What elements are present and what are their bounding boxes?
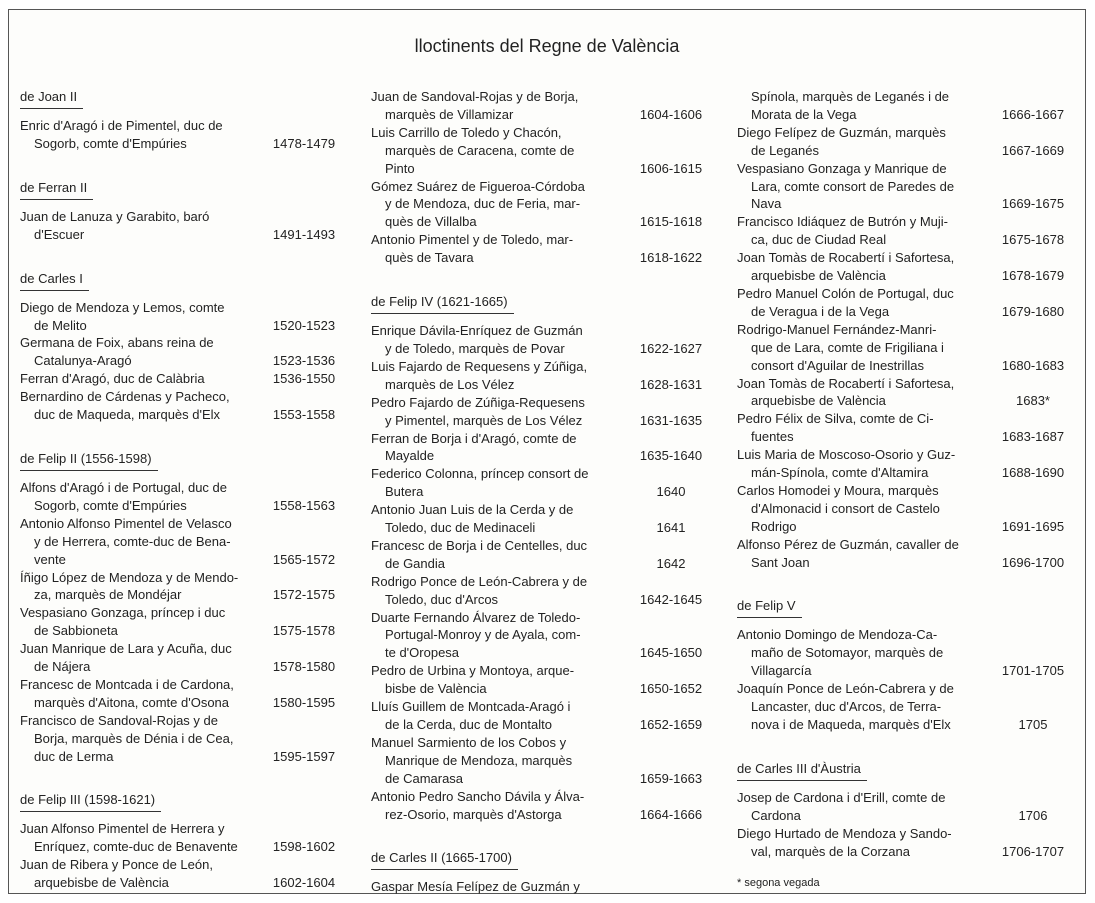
entry-name bbox=[737, 825, 991, 861]
entry-dates: 1578-1580 bbox=[272, 659, 336, 675]
entry-dates: 1675-1678 bbox=[1001, 232, 1065, 248]
entry-name-line: d'Almonacid i consort de Castelo bbox=[751, 500, 940, 516]
entry-dates: 1536-1550 bbox=[272, 371, 336, 387]
lieutenant-entry bbox=[371, 501, 713, 537]
entry-name-line: Alfonso Pérez de Guzmán, cavaller de bbox=[737, 536, 959, 552]
lieutenant-entry bbox=[371, 124, 713, 178]
entry-name bbox=[737, 410, 991, 446]
entry-name-line: Nava bbox=[751, 196, 782, 212]
entry-name-line: Íñigo López de Mendoza y de Mendo- bbox=[20, 569, 239, 585]
entry-name bbox=[737, 680, 991, 734]
entry-name-line: Joan Tomàs de Rocabertí i Safortesa, bbox=[737, 250, 955, 266]
entry-name bbox=[737, 88, 991, 124]
entry-dates: 1706 bbox=[1018, 807, 1048, 823]
lieutenant-entry bbox=[737, 536, 1075, 572]
entry-name-line: Sogorb, comte d'Empúries bbox=[34, 135, 187, 151]
entry-dates: 1604-1606 bbox=[639, 106, 703, 122]
entry-dates: 1683-1687 bbox=[1001, 429, 1065, 445]
entry-name-line: Francisco de Sandoval-Rojas y de bbox=[20, 712, 218, 728]
lieutenant-entry bbox=[371, 231, 713, 267]
entry-name-line: Luis Carrillo de Toledo y Chacón, bbox=[371, 124, 562, 140]
entry-name-line: consort d'Aguilar de Inestrillas bbox=[751, 357, 925, 373]
entry-name-line: Butera bbox=[385, 484, 424, 500]
lieutenant-entry bbox=[20, 208, 346, 244]
section bbox=[20, 88, 346, 153]
entry-name-line: duc de Lerma bbox=[34, 748, 114, 764]
entry-name-line: Pedro Fajardo de Zúñiga-Requesens bbox=[371, 394, 585, 410]
entry-dates: 1602-1604 bbox=[272, 875, 336, 891]
entry-dates: 1565-1572 bbox=[272, 551, 336, 567]
lieutenant-entry bbox=[737, 680, 1075, 734]
lieutenant-entry bbox=[371, 88, 713, 124]
entry-dates: 1523-1536 bbox=[272, 353, 336, 369]
entry-dates: 1666-1667 bbox=[1001, 106, 1065, 122]
lieutenant-entry bbox=[737, 789, 1075, 825]
entry-name bbox=[20, 370, 262, 388]
entry-name-line: de Sabbioneta bbox=[34, 623, 118, 639]
entry-name-line: d'Escuer bbox=[34, 226, 85, 242]
entry-name bbox=[20, 479, 262, 515]
entry-name-line: Portugal-Monroy y de Ayala, com- bbox=[385, 627, 581, 643]
lieutenant-entry bbox=[737, 375, 1075, 411]
lieutenant-entry bbox=[20, 604, 346, 640]
entry-name-line: Alfons d'Aragó i de Portugal, duc de bbox=[20, 479, 228, 495]
entry-dates: 1705 bbox=[1018, 717, 1048, 732]
entry-name bbox=[371, 734, 629, 788]
lieutenant-entry bbox=[371, 573, 713, 609]
entry-name-line: rez-Osorio, marquès d'Astorga bbox=[385, 806, 562, 822]
entry-name bbox=[371, 124, 629, 178]
entry-name-line: Rodrigo Ponce de León-Cabrera y de bbox=[371, 573, 588, 589]
entry-dates: 1701-1705 bbox=[1001, 663, 1065, 679]
entry-name-line: ca, duc de Ciudad Real bbox=[751, 232, 887, 248]
entry-name-line: za, marquès de Mondéjar bbox=[34, 587, 182, 603]
section bbox=[737, 88, 1075, 571]
entry-dates: 1553-1558 bbox=[272, 407, 336, 423]
entry-name-line: y de Mendoza, duc de Feria, mar- bbox=[385, 196, 581, 212]
entry-name bbox=[20, 569, 262, 605]
lieutenant-entry bbox=[371, 394, 713, 430]
entry-dates: 1642 bbox=[656, 555, 686, 571]
entry-name bbox=[20, 117, 262, 153]
entry-name-line: Sogorb, comte d'Empúries bbox=[34, 497, 187, 513]
entry-name-line: Antonio Alfonso Pimentel de Velasco bbox=[20, 515, 232, 531]
entry-name bbox=[371, 501, 629, 537]
entry-dates: 1575-1578 bbox=[272, 623, 336, 639]
entry-name-line: bisbe de València bbox=[385, 681, 487, 697]
entry-name-line: Sant Joan bbox=[751, 554, 810, 570]
lieutenant-entry bbox=[20, 479, 346, 515]
lieutenant-entry bbox=[737, 321, 1075, 375]
entry-dates: 1645-1650 bbox=[639, 645, 703, 661]
entry-dates: 1635-1640 bbox=[639, 448, 703, 464]
entry-dates: 1628-1631 bbox=[639, 376, 703, 392]
entry-name-line: Bernardino de Cárdenas y Pacheco, bbox=[20, 389, 230, 405]
lieutenant-entry bbox=[737, 213, 1075, 249]
lieutenant-entry bbox=[371, 878, 713, 896]
entry-name-line: y Pimentel, marquès de Los Vélez bbox=[385, 412, 583, 428]
entry-name-line: Rodrigo-Manuel Fernández-Manri- bbox=[737, 321, 937, 337]
entry-dates: 1679-1680 bbox=[1001, 303, 1065, 319]
entry-name-line: Diego Felípez de Guzmán, marquès bbox=[737, 124, 946, 140]
entry-name bbox=[20, 388, 262, 424]
entry-dates: 1572-1575 bbox=[272, 587, 336, 603]
entry-name-line: Luis Maria de Moscoso-Osorio y Guz- bbox=[737, 447, 956, 463]
entry-name-line: Gómez Suárez de Figueroa-Córdoba bbox=[371, 178, 585, 194]
lieutenant-entry bbox=[20, 370, 346, 388]
column-1 bbox=[20, 88, 346, 898]
entry-name-line: de Leganés bbox=[751, 142, 819, 158]
entry-name-line: val, marquès de la Corzana bbox=[751, 843, 910, 859]
footnote: * segona vegada bbox=[737, 876, 820, 889]
column-2 bbox=[371, 88, 713, 902]
section-heading: de Felip V bbox=[737, 597, 802, 618]
section-heading: de Carles III d'Àustria bbox=[737, 760, 867, 781]
column-3 bbox=[737, 88, 1075, 889]
entry-name-line: Catalunya-Aragó bbox=[34, 353, 132, 369]
entry-name-line: Antonio Domingo de Mendoza-Ca- bbox=[737, 627, 938, 643]
entry-dates: 1652-1659 bbox=[639, 717, 703, 732]
section-heading: de Ferran II bbox=[20, 179, 93, 200]
entry-name bbox=[20, 820, 262, 856]
entry-dates: 1595-1597 bbox=[272, 748, 336, 764]
lieutenant-entry bbox=[371, 178, 713, 232]
entry-dates: 1520-1523 bbox=[272, 317, 336, 333]
entry-name-line: Carlos Homodei y Moura, marquès bbox=[737, 482, 939, 498]
entry-name-line: duc de Maqueda, marquès d'Elx bbox=[34, 407, 221, 423]
lieutenant-entry bbox=[737, 124, 1075, 160]
entry-name-line: Enrique Dávila-Enríquez de Guzmán bbox=[371, 323, 583, 339]
entry-name-line: Francesc de Borja i de Centelles, duc bbox=[371, 537, 588, 553]
section bbox=[20, 791, 346, 892]
entry-name-line: Diego de Mendoza y Lemos, comte bbox=[20, 299, 225, 315]
entry-dates: 1659-1663 bbox=[639, 770, 703, 786]
section bbox=[371, 88, 713, 267]
entry-dates: 1618-1622 bbox=[639, 250, 703, 266]
entry-name-line: de Gandia bbox=[385, 555, 445, 571]
entry-name-line: Vespasiano Gonzaga y Manrique de bbox=[737, 160, 947, 176]
lieutenant-entry bbox=[20, 820, 346, 856]
lieutenant-entry bbox=[371, 788, 713, 824]
entry-name bbox=[371, 358, 629, 394]
lieutenant-entry bbox=[20, 640, 346, 676]
section-heading: de Carles II (1665-1700) bbox=[371, 849, 518, 870]
lieutenant-entry bbox=[371, 322, 713, 358]
entry-name-line: Pinto bbox=[385, 160, 415, 176]
entry-name-line: Diego Hurtado de Mendoza y Sando- bbox=[737, 825, 952, 841]
entry-name bbox=[737, 285, 991, 321]
entry-name-line: arquebisbe de València bbox=[34, 875, 169, 891]
entry-name-line: Toledo, duc de Medinaceli bbox=[385, 520, 536, 536]
entry-name-line: Pedro Manuel Colón de Portugal, duc bbox=[737, 285, 954, 301]
lieutenant-entry bbox=[737, 285, 1075, 321]
entry-name-line: arquebisbe de València bbox=[751, 268, 886, 284]
entry-dates: 1669-1675 bbox=[1001, 196, 1065, 212]
entry-dates: 1640 bbox=[656, 484, 686, 500]
entry-name-line: Josep de Cardona i d'Erill, comte de bbox=[737, 789, 946, 805]
entry-dates: 1688-1690 bbox=[1001, 465, 1065, 481]
entry-name-line: de Nájera bbox=[34, 659, 91, 675]
entry-name-line: Ferran de Borja i d'Aragó, comte de bbox=[371, 430, 577, 446]
lieutenant-entry bbox=[20, 117, 346, 153]
entry-name-line: quès de Villalba bbox=[385, 214, 477, 230]
entry-name-line: fuentes bbox=[751, 429, 794, 445]
entry-name-line: Gaspar Mesía Felípez de Guzmán y bbox=[371, 879, 580, 895]
lieutenant-entry bbox=[371, 609, 713, 663]
entry-name bbox=[371, 788, 629, 824]
entry-name-line: marquès d'Aitona, comte d'Osona bbox=[34, 694, 230, 710]
entry-name bbox=[371, 537, 629, 573]
entry-dates: 1598-1602 bbox=[272, 839, 336, 855]
lieutenant-entry bbox=[371, 734, 713, 788]
entry-name-line: Juan de Sandoval-Rojas y de Borja, bbox=[371, 89, 579, 104]
lieutenant-entry bbox=[371, 537, 713, 573]
entry-name-line: de la Cerda, duc de Montalto bbox=[385, 717, 552, 732]
entry-name-line: arquebisbe de València bbox=[751, 393, 886, 409]
entry-name bbox=[371, 662, 629, 698]
entry-name-line: Villagarcía bbox=[751, 663, 812, 679]
entry-name-line: Lancaster, duc d'Arcos, de Terra- bbox=[751, 699, 942, 715]
entry-name-line: Duarte Fernando Álvarez de Toledo- bbox=[371, 609, 581, 625]
lieutenant-entry bbox=[737, 88, 1075, 124]
lieutenant-entry bbox=[737, 626, 1075, 680]
lieutenant-entry bbox=[737, 410, 1075, 446]
entry-name-line: Pedro Félix de Silva, comte de Ci- bbox=[737, 411, 934, 427]
lieutenant-entry bbox=[20, 388, 346, 424]
entry-name bbox=[371, 88, 629, 124]
entry-name-line: Spínola, marquès de Leganés i de bbox=[751, 89, 950, 104]
entry-name-line: Federico Colonna, príncep consort de bbox=[371, 466, 589, 482]
entry-name-line: Juan Manrique de Lara y Acuña, duc bbox=[20, 641, 232, 657]
entry-name-line: Antonio Pimentel y de Toledo, mar- bbox=[371, 232, 574, 248]
entry-name-line: Vespasiano Gonzaga, príncep i duc bbox=[20, 605, 226, 621]
entry-dates: 1664-1666 bbox=[639, 806, 703, 822]
entry-name-line: vente bbox=[34, 551, 66, 567]
lieutenant-entry bbox=[20, 334, 346, 370]
section-heading: de Felip III (1598-1621) bbox=[20, 791, 161, 812]
entry-name-line: Morata de la Vega bbox=[751, 106, 857, 122]
entry-name bbox=[737, 213, 991, 249]
entry-name bbox=[737, 249, 991, 285]
lieutenant-entry bbox=[371, 465, 713, 501]
section-heading: de Felip II (1556-1598) bbox=[20, 450, 158, 471]
lieutenant-entry bbox=[737, 482, 1075, 536]
entry-name bbox=[371, 178, 629, 232]
section-heading: de Felip IV (1621-1665) bbox=[371, 293, 514, 314]
entry-name-line: quès de Tavara bbox=[385, 250, 474, 266]
entry-name-line: Francisco Idiáquez de Butrón y Muji- bbox=[737, 214, 948, 230]
section bbox=[737, 760, 1075, 861]
entry-dates: 1678-1679 bbox=[1001, 268, 1065, 284]
lieutenant-entry bbox=[737, 160, 1075, 214]
entry-name bbox=[371, 465, 629, 501]
lieutenant-entry bbox=[20, 676, 346, 712]
entry-name-line: Juan de Lanuza y Garabito, baró bbox=[20, 208, 210, 224]
lieutenant-entry bbox=[737, 249, 1075, 285]
entry-name bbox=[737, 124, 991, 160]
entry-name bbox=[371, 430, 629, 466]
entry-name bbox=[737, 536, 991, 572]
lieutenant-entry bbox=[20, 712, 346, 766]
entry-name-line: Pedro de Urbina y Montoya, arque- bbox=[371, 663, 575, 679]
section bbox=[371, 293, 713, 823]
entry-name-line: Manuel Sarmiento de los Cobos y bbox=[371, 734, 567, 750]
lieutenant-entry bbox=[371, 430, 713, 466]
page-title: lloctinents del Regne de València bbox=[414, 36, 680, 56]
entry-name bbox=[371, 878, 629, 896]
entry-name-line: Enric d'Aragó i de Pimentel, duc de bbox=[20, 118, 223, 133]
entry-name bbox=[737, 160, 991, 214]
entry-name bbox=[737, 789, 991, 825]
entry-dates: 1478-1479 bbox=[272, 135, 336, 151]
entry-name-line: de Melito bbox=[34, 317, 87, 333]
entry-name-line: Toledo, duc d'Arcos bbox=[385, 591, 499, 607]
entry-dates: 1706-1707 bbox=[1001, 843, 1065, 859]
entry-name-line: Juan de Ribera y Ponce de León, bbox=[20, 857, 213, 873]
entry-name bbox=[737, 375, 991, 411]
section-heading: de Joan II bbox=[20, 88, 83, 109]
entry-dates: 1631-1635 bbox=[639, 412, 703, 428]
entry-name bbox=[20, 515, 262, 569]
entry-name-line: Ferran d'Aragó, duc de Calàbria bbox=[20, 371, 205, 387]
entry-dates: 1696-1700 bbox=[1001, 554, 1065, 570]
entry-name bbox=[20, 640, 262, 676]
entry-name bbox=[20, 334, 262, 370]
entry-dates: 1606-1615 bbox=[639, 160, 703, 176]
entry-dates: 1580-1595 bbox=[272, 694, 336, 710]
entry-name-line: maño de Sotomayor, marquès de bbox=[751, 645, 944, 661]
entry-dates: 1615-1618 bbox=[639, 214, 703, 230]
entry-name bbox=[737, 446, 991, 482]
entry-name bbox=[20, 299, 262, 335]
entry-name-line: Joaquín Ponce de León-Cabrera y de bbox=[737, 681, 954, 697]
lieutenant-entry bbox=[737, 825, 1075, 861]
entry-name bbox=[20, 604, 262, 640]
entry-name-line: nova i de Maqueda, marquès d'Elx bbox=[751, 717, 951, 732]
entry-dates: 1667-1669 bbox=[1001, 142, 1065, 158]
entry-name bbox=[737, 321, 991, 375]
lieutenant-entry bbox=[371, 698, 713, 734]
entry-name bbox=[371, 394, 629, 430]
lieutenant-entry bbox=[20, 515, 346, 569]
entry-name-line: Antonio Pedro Sancho Dávila y Álva- bbox=[371, 788, 585, 804]
entry-name bbox=[737, 482, 991, 536]
entry-name-line: Rodrigo bbox=[751, 518, 797, 534]
entry-name-line: Lluís Guillem de Montcada-Aragó i bbox=[371, 699, 571, 715]
lieutenant-entry bbox=[371, 358, 713, 394]
entry-name bbox=[371, 573, 629, 609]
entry-name-line: y de Herrera, comte-duc de Bena- bbox=[34, 533, 231, 549]
entry-name bbox=[371, 231, 629, 267]
entry-dates: 1491-1493 bbox=[272, 226, 336, 242]
entry-name-line: Mayalde bbox=[385, 448, 435, 464]
entry-name-line: de Camarasa bbox=[385, 770, 464, 786]
lieutenant-entry bbox=[20, 299, 346, 335]
entry-name bbox=[20, 712, 262, 766]
lieutenant-entry bbox=[371, 662, 713, 698]
entry-name-line: y de Toledo, marquès de Povar bbox=[385, 340, 565, 356]
entry-name-line: Luis Fajardo de Requesens y Zúñiga, bbox=[371, 358, 588, 374]
entry-name-line: Enríquez, comte-duc de Benavente bbox=[34, 839, 238, 855]
entry-dates: 1683* bbox=[1016, 393, 1050, 409]
entry-name bbox=[20, 676, 262, 712]
entry-name bbox=[371, 322, 629, 358]
entry-name-line: Francesc de Montcada i de Cardona, bbox=[20, 676, 234, 692]
lieutenant-entry bbox=[20, 856, 346, 892]
entry-name bbox=[371, 698, 629, 734]
entry-name-line: Lara, comte consort de Paredes de bbox=[751, 178, 955, 194]
section bbox=[20, 270, 346, 424]
entry-name-line: Germana de Foix, abans reina de bbox=[20, 335, 214, 351]
entry-name bbox=[737, 626, 991, 680]
page-frame bbox=[8, 9, 1086, 894]
lieutenant-entry bbox=[20, 569, 346, 605]
section bbox=[20, 450, 346, 766]
entry-dates: 1558-1563 bbox=[272, 497, 336, 513]
entry-dates: 1642-1645 bbox=[639, 591, 703, 607]
entry-name-line: mán-Spínola, comte d'Altamira bbox=[751, 465, 929, 481]
section bbox=[371, 849, 713, 896]
entry-name-line: marquès de Villamizar bbox=[385, 106, 514, 122]
entry-name-line: que de Lara, comte de Frigiliana i bbox=[751, 339, 944, 355]
section bbox=[20, 179, 346, 244]
entry-name-line: Juan Alfonso Pimentel de Herrera y bbox=[20, 821, 225, 837]
entry-dates: 1641 bbox=[656, 520, 686, 536]
entry-name-line: Antonio Juan Luis de la Cerda y de bbox=[371, 502, 574, 518]
entry-name bbox=[371, 609, 629, 663]
entry-name-line: te d'Oropesa bbox=[385, 645, 460, 661]
entry-name bbox=[20, 208, 262, 244]
entry-dates: 1650-1652 bbox=[639, 681, 703, 697]
entry-name-line: marquès de Caracena, comte de bbox=[385, 142, 575, 158]
entry-name bbox=[20, 856, 262, 892]
entry-name-line: marquès de Los Vélez bbox=[385, 376, 515, 392]
entry-dates: 1691-1695 bbox=[1001, 518, 1065, 534]
entry-dates: 1680-1683 bbox=[1001, 357, 1065, 373]
lieutenant-entry bbox=[737, 446, 1075, 482]
section-heading: de Carles I bbox=[20, 270, 89, 291]
entry-name-line: Cardona bbox=[751, 807, 801, 823]
entry-name-line: de Veragua i de la Vega bbox=[751, 303, 890, 319]
entry-name-line: Manrique de Mendoza, marquès bbox=[385, 752, 573, 768]
section bbox=[737, 597, 1075, 733]
entry-name-line: Borja, marquès de Dénia i de Cea, bbox=[34, 730, 234, 746]
entry-dates: 1622-1627 bbox=[639, 340, 703, 356]
entry-name-line: Joan Tomàs de Rocabertí i Safortesa, bbox=[737, 375, 955, 391]
